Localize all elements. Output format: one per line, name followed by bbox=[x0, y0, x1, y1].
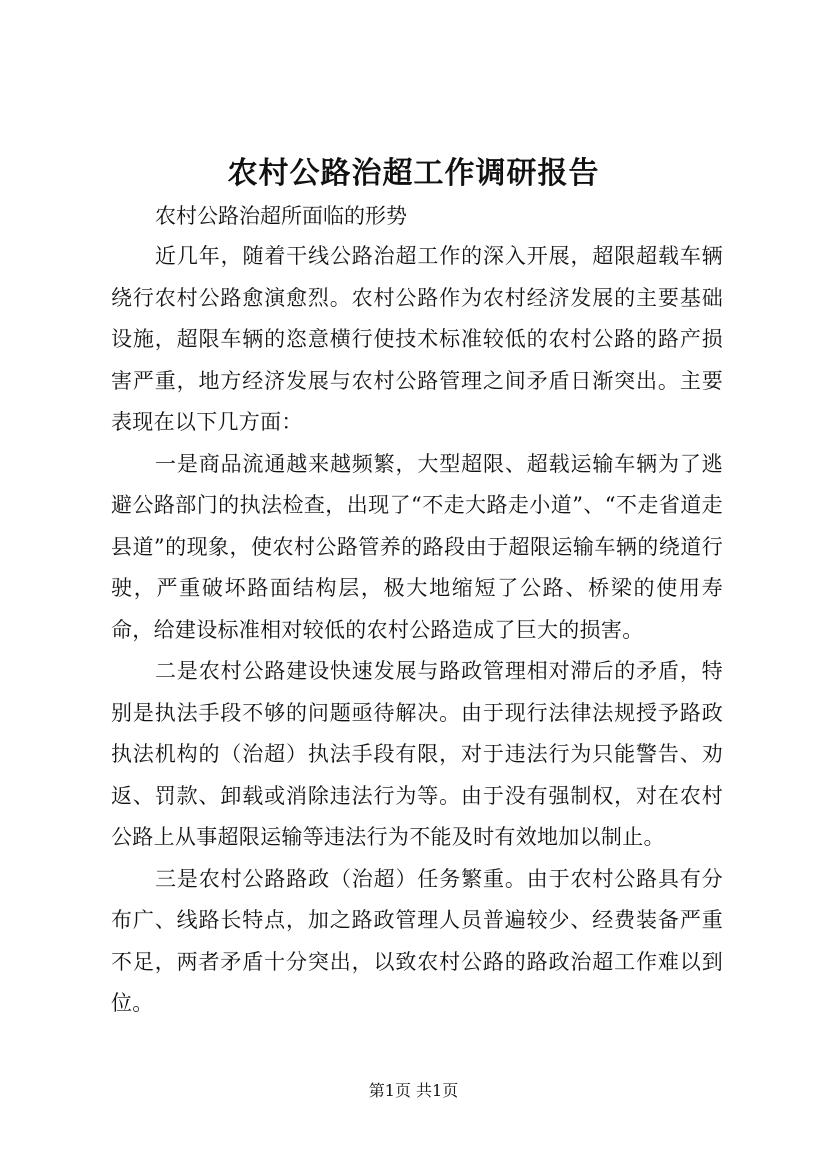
paragraph-intro: 近几年，随着干线公路治超工作的深入开展，超限超载车辆绕行农村公路愈演愈烈。农村公路作为农村经济发展的主要基础设施，超限车辆的恣意横行使技术标准较低的农村公路的路产损害严重，地方经济发展与农村公路管理之间矛盾日渐突出。主要表现在以下几方面： bbox=[111, 244, 723, 434]
section-heading: 农村公路治超所面临的形势 bbox=[155, 204, 407, 228]
paragraph-point-three: 三是农村公路路政（治超）任务繁重。由于农村公路具有分布广、线路长特点，加之路政管理人员普遍较少、经费装备严重不足，两者矛盾十分突出，以致农村公路的路政治超工作难以到位。 bbox=[111, 866, 723, 1015]
paragraph-point-one: 一是商品流通越来越频繁，大型超限、超载运输车辆为了逃避公路部门的执法检查，出现了“不走大路走小道”、“不走省道走县道”的现象，使农村公路管养的路段由于超限运输车辆的绕道行驶，严重破坏路面结构层，极大地缩短了公路、桥梁的使用寿命，给建设标准相对较低的农村公路造成了巨大的损害。 bbox=[111, 451, 723, 642]
document-body bbox=[111, 196, 723, 1025]
document-title: 农村公路治超工作调研报告 bbox=[227, 156, 600, 191]
page-number-footer: 第1页 共1页 bbox=[368, 1081, 459, 1100]
paragraph-point-two: 二是农村公路建设快速发展与路政管理相对滞后的矛盾，特别是执法手段不够的问题亟待解决。由于现行法律法规授予路政执法机构的（治超）执法手段有限，对于违法行为只能警告、劝返、罚款、卸载或消除违法行为等。由于没有强制权，对在农村公路上从事超限运输等违法行为不能及时有效地加以制止。 bbox=[111, 659, 723, 849]
